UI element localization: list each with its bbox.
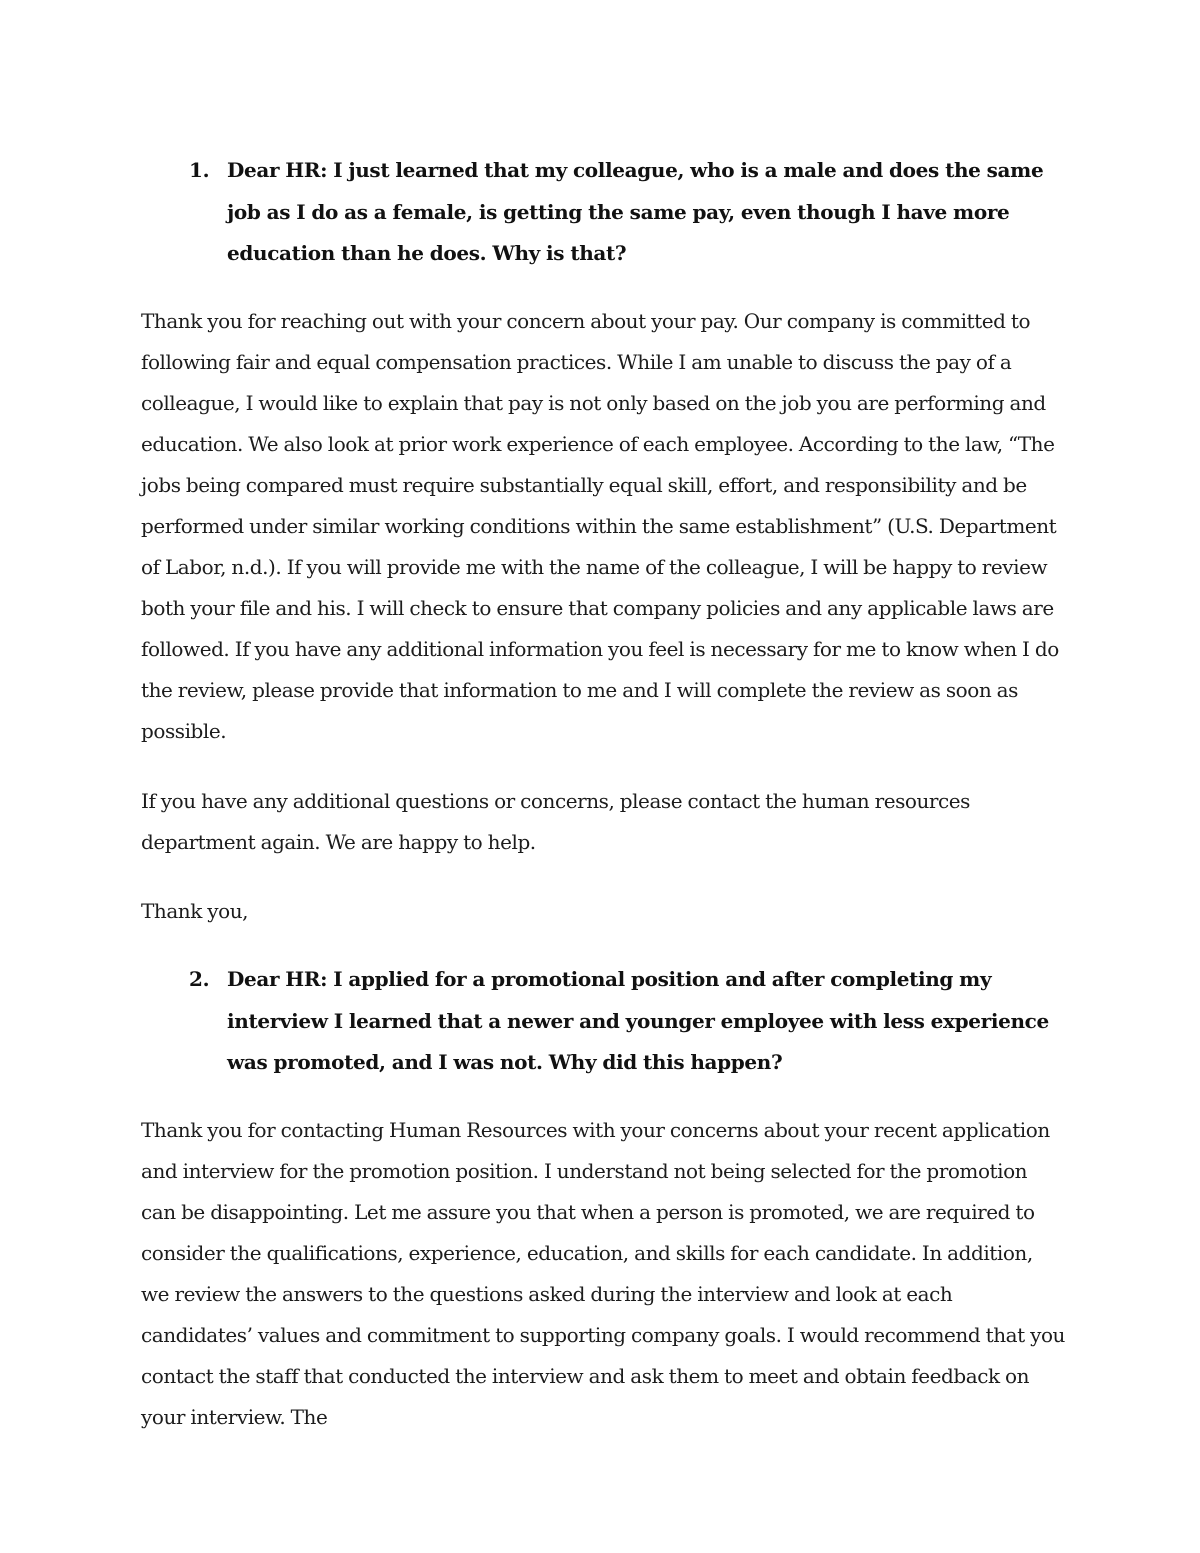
answer-1-followup: If you have any additional questions or concerns, please contact the human resources department again. We are happy to help. — [141, 789, 970, 854]
answer-1-paragraph: Thank you for reaching out with your concern about your pay. Our company is committed to following fair and equal compensation practices. While I am unable to discuss the pay of a colleague, I would like to explain that pay is not only based on the job you are performing and education. We also look at prior work experience of each employee. According to the law, “The jobs being compared must require substantially equal skill, effort, and responsibility and be performed under similar working conditions within the same establishment” (U.S. Department of Labor, n.d.). If you will provide me with the name of the colleague, I will be happy to review both your file and his. I will check to ensure that company policies and any applicable laws are followed. If you have any additional information you feel is necessary for me to know when I do the review, please provide that information to me and I will complete the review as soon as possible. — [141, 309, 1059, 743]
question-2 — [189, 959, 1069, 1084]
question-2-number: 2. — [189, 967, 210, 991]
question-2-text: Dear HR: I applied for a promotional position and after completing my interview I learned that a newer and younger employee with less experience was promoted, and I was not. Why did this happen? — [227, 967, 1049, 1074]
question-1 — [189, 150, 1069, 275]
answer-1-closing: Thank you, — [141, 899, 249, 923]
answer-2-paragraph: Thank you for contacting Human Resources with your concerns about your recent application and interview for the promotion position. I understand not being selected for the promotion can be disappointing. Let me assure you that when a person is promoted, we are required to consider the qualifications, experience, education, and skills for each candidate. In addition, we review the answers to the questions asked during the interview and look at each candidates’ values and commitment to supporting company goals. I would recommend that you contact the staff that conducted the interview and ask them to meet and obtain feedback on your interview. The — [141, 1118, 1065, 1429]
question-1-number: 1. — [189, 158, 210, 182]
question-1-text: Dear HR: I just learned that my colleague, who is a male and does the same job as I do as a female, is getting the same pay, even though I have more education than he does. Why is that? — [227, 158, 1044, 265]
